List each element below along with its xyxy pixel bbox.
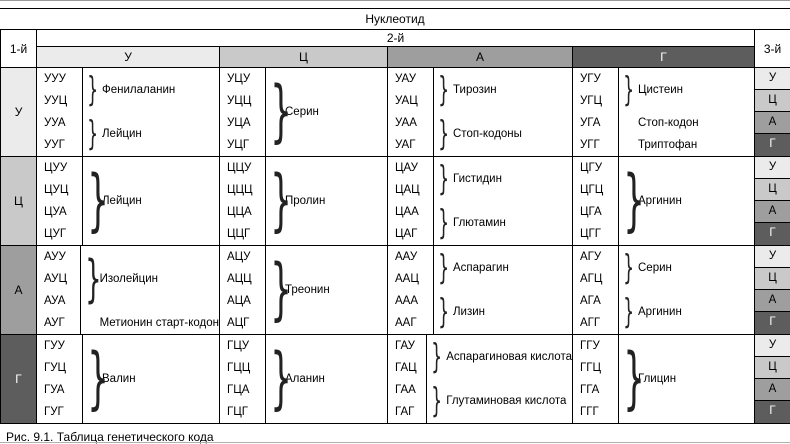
amino-acid-name: Лейцин — [102, 195, 142, 207]
group-bracket: } — [87, 114, 99, 154]
group-bracket: } — [623, 339, 645, 418]
codon-cell-layout — [388, 157, 572, 245]
codon-ГЦУ: ГЦУ — [227, 340, 250, 352]
codon-УУУ: УУУ — [44, 73, 66, 85]
group-bracket: } — [270, 339, 292, 418]
group-bracket: } — [623, 161, 645, 240]
amino-acid-groups — [83, 157, 219, 245]
codon-АУУ: АУУ — [44, 251, 66, 263]
codon-ЦГГ: ЦГГ — [580, 228, 601, 240]
amino-acid-name: Лейцин — [102, 128, 142, 140]
codon-УЦЦ: УЦЦ — [227, 95, 252, 107]
amino-acid-name: Аргинин — [638, 306, 682, 318]
codon-ГГГ: ГГГ — [580, 406, 599, 418]
codon-ЦУА: ЦУА — [44, 206, 67, 218]
codon-cell-АУ — [37, 246, 220, 335]
amino-group — [83, 68, 219, 112]
codon-ГГА: ГГА — [580, 384, 600, 396]
codon-ЦАЦ: ЦАЦ — [395, 184, 420, 196]
group-bracket: } — [87, 161, 109, 240]
codon-УАГ: УАГ — [395, 139, 416, 151]
amino-acid-name: Метионин старт-кодон — [99, 317, 219, 329]
second-nucleotide-header-Г: Г — [573, 47, 755, 68]
codon-ААЦ: ААЦ — [395, 273, 419, 285]
codon-АГЦ: АГЦ — [580, 273, 603, 285]
group-bracket: } — [438, 248, 450, 288]
third-nucleotide-stack-Г — [755, 335, 790, 424]
codon-УЦУ: УЦУ — [227, 73, 251, 85]
codon-ГУУ: ГУУ — [44, 340, 65, 352]
codon-list — [388, 335, 427, 423]
amino-acid-name: Серин — [285, 106, 319, 118]
third-nucleotide-Г-У: У — [755, 335, 790, 357]
codon-cell-layout — [37, 157, 219, 245]
codon-ГУА: ГУА — [44, 384, 65, 396]
third-nucleotide-stack-У — [755, 68, 790, 157]
codon-ЦЦЦ: ЦЦЦ — [227, 184, 253, 196]
codon-list — [37, 157, 83, 245]
amino-acid-groups — [434, 68, 572, 156]
first-nucleotide-axis-label: 1-й — [1, 30, 37, 68]
third-nucleotide-stack-А — [755, 246, 790, 335]
bottom-edge-rule — [0, 442, 790, 443]
codon-table-body — [1, 68, 790, 424]
amino-acid-name: Треонин — [285, 284, 330, 296]
group-bracket: } — [431, 381, 443, 421]
amino-acid-name: Аланин — [285, 373, 325, 385]
group-bracket: } — [270, 72, 292, 151]
group-bracket: } — [270, 161, 292, 240]
codon-ГУЦ: ГУЦ — [44, 362, 67, 374]
amino-group — [619, 157, 754, 245]
codon-list — [573, 157, 619, 245]
codon-list — [220, 246, 266, 334]
amino-acid-groups — [427, 335, 572, 423]
group-bracket: } — [270, 250, 292, 329]
amino-group — [619, 335, 754, 423]
codon-АУГ: АУГ — [44, 317, 65, 329]
codon-ААГ: ААГ — [395, 317, 417, 329]
codon-cell-layout — [37, 335, 219, 423]
amino-acid-groups — [434, 157, 572, 245]
codon-list — [388, 68, 434, 156]
amino-group — [266, 335, 387, 423]
amino-group — [81, 246, 219, 312]
group-bracket: } — [623, 248, 635, 288]
amino-acid-name: Глютамин — [453, 217, 506, 229]
group-bracket: } — [623, 70, 635, 110]
codon-ЦУУ: ЦУУ — [44, 162, 68, 174]
codon-АУЦ: АУЦ — [44, 273, 67, 285]
amino-group — [83, 335, 219, 423]
codon-cell-ГУ — [37, 335, 220, 424]
codon-list — [388, 246, 434, 334]
codon-ГАЦ: ГАЦ — [395, 362, 417, 374]
codon-УГЦ: УГЦ — [580, 95, 603, 107]
codon-cell-layout — [388, 335, 572, 423]
amino-group — [434, 157, 572, 201]
codon-cell-УУ — [37, 68, 220, 157]
amino-group — [434, 201, 572, 245]
codon-УАА: УАА — [395, 117, 417, 129]
amino-acid-name: Стоп-кодоны — [453, 128, 522, 140]
codon-cell-layout — [388, 246, 572, 334]
amino-group — [434, 290, 572, 334]
codon-ЦЦГ: ЦЦГ — [227, 228, 251, 240]
codon-УГГ: УГГ — [580, 139, 600, 151]
figure-caption: Рис. 9.1. Таблица генетического кода — [6, 430, 214, 444]
amino-acid-name: Валин — [102, 373, 136, 385]
amino-acid-groups — [619, 246, 754, 334]
group-bracket: } — [623, 292, 635, 332]
amino-acid-name: Гистидин — [453, 173, 502, 185]
second-nucleotide-header-row — [1, 47, 790, 68]
second-nucleotide-header-У: У — [37, 47, 220, 68]
amino-group — [434, 246, 572, 290]
codon-list — [220, 335, 266, 423]
codon-cell-layout — [573, 68, 754, 156]
codon-ЦУГ: ЦУГ — [44, 228, 67, 240]
codon-УУГ: УУГ — [44, 139, 65, 151]
codon-УГА: УГА — [580, 117, 601, 129]
codon-УЦА: УЦА — [227, 117, 251, 129]
amino-acid-groups — [266, 157, 387, 245]
codon-cell-layout — [220, 157, 387, 245]
group-bracket: } — [438, 70, 450, 110]
codon-ЦГУ: ЦГУ — [580, 162, 603, 174]
amino-acid-name: Тирозин — [453, 84, 497, 96]
codon-cell-ЦЦ — [220, 157, 388, 246]
codon-list — [37, 246, 81, 334]
amino-group — [619, 112, 754, 134]
codon-ГУГ: ГУГ — [44, 406, 64, 418]
amino-acid-groups — [619, 335, 754, 423]
codon-cell-layout — [573, 335, 754, 423]
codon-list — [388, 157, 434, 245]
amino-group — [619, 68, 754, 112]
codon-УАУ: УАУ — [395, 73, 417, 85]
codon-row-Ц — [1, 157, 790, 246]
amino-acid-groups — [619, 157, 754, 245]
amino-acid-name: Цистеин — [638, 84, 683, 96]
first-nucleotide-Г: Г — [1, 335, 37, 424]
amino-acid-name: Глутаминовая кислота — [446, 395, 567, 407]
table-title: Нуклеотид — [365, 12, 425, 26]
amino-acid-groups — [619, 68, 754, 156]
third-nucleotide-У-У: У — [755, 68, 790, 90]
group-bracket: } — [87, 70, 99, 110]
table-title-band — [0, 8, 790, 29]
amino-acid-name: Пролин — [285, 195, 326, 207]
codon-АЦА: АЦА — [227, 295, 251, 307]
third-nucleotide-А-У: У — [755, 246, 790, 268]
codon-cell-layout — [573, 157, 754, 245]
third-nucleotide-А-Г: Г — [755, 312, 790, 334]
amino-group — [619, 290, 754, 334]
amino-acid-name: Серин — [638, 262, 672, 274]
amino-acid-name: Глицин — [638, 373, 677, 385]
third-nucleotide-Г-А: А — [755, 379, 790, 401]
codon-АЦЦ: АЦЦ — [227, 273, 252, 285]
codon-ЦГЦ: ЦГЦ — [580, 184, 604, 196]
codon-УАЦ: УАЦ — [395, 95, 418, 107]
genetic-code-table — [0, 29, 790, 424]
codon-list — [573, 246, 619, 334]
first-nucleotide-А: А — [1, 246, 37, 335]
codon-ЦЦА: ЦЦА — [227, 206, 252, 218]
group-bracket: } — [431, 337, 443, 377]
codon-cell-layout — [220, 68, 387, 156]
amino-acid-groups — [266, 335, 387, 423]
amino-group — [427, 335, 572, 379]
second-nucleotide-header-Ц: Ц — [220, 47, 388, 68]
codon-cell-ГЦ — [220, 335, 388, 424]
codon-cell-ГА — [388, 335, 573, 424]
codon-row-У — [1, 68, 790, 157]
codon-ГЦА: ГЦА — [227, 384, 250, 396]
amino-acid-name: Стоп-кодон — [638, 117, 699, 129]
codon-list — [220, 68, 266, 156]
codon-list — [220, 157, 266, 245]
codon-list — [573, 335, 619, 423]
amino-acid-groups — [83, 68, 219, 156]
codon-ЦАА: ЦАА — [395, 206, 419, 218]
codon-ЦУЦ: ЦУЦ — [44, 184, 69, 196]
codon-cell-УА — [388, 68, 573, 157]
codon-cell-layout — [37, 68, 219, 156]
amino-acid-name: Аргинин — [638, 195, 682, 207]
codon-ГАГ: ГАГ — [395, 406, 415, 418]
codon-АЦУ: АЦУ — [227, 251, 251, 263]
codon-АГА: АГА — [580, 295, 601, 307]
amino-acid-name: Фенилаланин — [102, 84, 176, 96]
codon-cell-АЦ — [220, 246, 388, 335]
axis-header-row — [1, 30, 790, 47]
third-nucleotide-Ц-Ц: Ц — [755, 179, 790, 201]
codon-ЦАГ: ЦАГ — [395, 228, 418, 240]
codon-УУЦ: УУЦ — [44, 95, 68, 107]
codon-cell-УГ — [573, 68, 755, 157]
codon-УУА: УУА — [44, 117, 66, 129]
amino-group — [81, 312, 219, 334]
group-bracket: } — [438, 203, 450, 243]
codon-ГАУ: ГАУ — [395, 340, 415, 352]
amino-acid-name: Изолейцин — [99, 273, 159, 285]
codon-ЦАУ: ЦАУ — [395, 162, 418, 174]
codon-cell-УЦ — [220, 68, 388, 157]
amino-group — [266, 157, 387, 245]
amino-group — [427, 379, 572, 423]
codon-row-А — [1, 246, 790, 335]
codon-cell-layout — [220, 335, 387, 423]
codon-cell-layout — [220, 246, 387, 334]
amino-acid-name: Лизин — [453, 306, 486, 318]
amino-acid-name: Аспарагиновая кислота — [446, 351, 572, 363]
codon-ЦГА: ЦГА — [580, 206, 602, 218]
third-nucleotide-Ц-А: А — [755, 201, 790, 223]
codon-АУА: АУА — [44, 295, 66, 307]
codon-cell-ЦА — [388, 157, 573, 246]
amino-group — [619, 246, 754, 290]
third-nucleotide-Ц-Г: Г — [755, 223, 790, 245]
amino-acid-groups — [434, 246, 572, 334]
codon-ГГЦ: ГГЦ — [580, 362, 601, 374]
first-nucleotide-Ц: Ц — [1, 157, 37, 246]
third-nucleotide-Г-Ц: Ц — [755, 357, 790, 379]
codon-cell-ЦГ — [573, 157, 755, 246]
third-nucleotide-У-Ц: Ц — [755, 90, 790, 112]
third-nucleotide-axis-label: 3-й — [755, 30, 790, 68]
codon-cell-layout — [573, 246, 754, 334]
codon-АГГ: АГГ — [580, 317, 601, 329]
group-bracket: } — [438, 159, 450, 199]
codon-ГЦЦ: ГЦЦ — [227, 362, 251, 374]
third-nucleotide-Ц-У: У — [755, 157, 790, 179]
codon-cell-layout — [37, 246, 219, 334]
group-bracket: } — [84, 249, 102, 309]
codon-ААА: ААА — [395, 295, 419, 307]
amino-acid-groups — [266, 68, 387, 156]
amino-group — [434, 68, 572, 112]
codon-ГЦГ: ГЦГ — [227, 406, 248, 418]
codon-row-Г — [1, 335, 790, 424]
third-nucleotide-А-Ц: Ц — [755, 268, 790, 290]
amino-group — [266, 246, 387, 334]
codon-ЦЦУ: ЦЦУ — [227, 162, 252, 174]
amino-group — [83, 112, 219, 156]
codon-ААУ: ААУ — [395, 251, 418, 263]
second-nucleotide-axis-label: 2-й — [37, 30, 755, 47]
codon-АЦГ: АЦГ — [227, 317, 250, 329]
amino-acid-groups — [83, 335, 219, 423]
first-nucleotide-У: У — [1, 68, 37, 157]
codon-list — [37, 335, 83, 423]
codon-list — [37, 68, 83, 156]
codon-list — [573, 68, 619, 156]
amino-acid-name: Триптофан — [638, 139, 698, 151]
group-bracket: } — [438, 292, 450, 332]
codon-АГУ: АГУ — [580, 251, 602, 263]
third-nucleotide-У-А: А — [755, 112, 790, 134]
codon-УГУ: УГУ — [580, 73, 601, 85]
codon-cell-АА — [388, 246, 573, 335]
amino-acid-groups — [266, 246, 387, 334]
codon-ГАА: ГАА — [395, 384, 416, 396]
amino-group — [434, 112, 572, 156]
third-nucleotide-stack-Ц — [755, 157, 790, 246]
codon-cell-АГ — [573, 246, 755, 335]
codon-cell-ЦУ — [37, 157, 220, 246]
third-nucleotide-А-А: А — [755, 290, 790, 312]
amino-acid-groups — [81, 246, 219, 334]
third-nucleotide-У-Г: Г — [755, 134, 790, 156]
third-nucleotide-Г-Г: Г — [755, 401, 790, 423]
amino-group — [266, 68, 387, 156]
group-bracket: } — [87, 339, 109, 418]
codon-cell-layout — [388, 68, 572, 156]
codon-ГГУ: ГГУ — [580, 340, 600, 352]
amino-group — [83, 157, 219, 245]
second-nucleotide-header-А: А — [388, 47, 573, 68]
codon-cell-ГГ — [573, 335, 755, 424]
amino-acid-name: Аспарагин — [453, 262, 509, 274]
codon-УЦГ: УЦГ — [227, 139, 250, 151]
group-bracket: } — [438, 114, 450, 154]
amino-group — [619, 134, 754, 156]
